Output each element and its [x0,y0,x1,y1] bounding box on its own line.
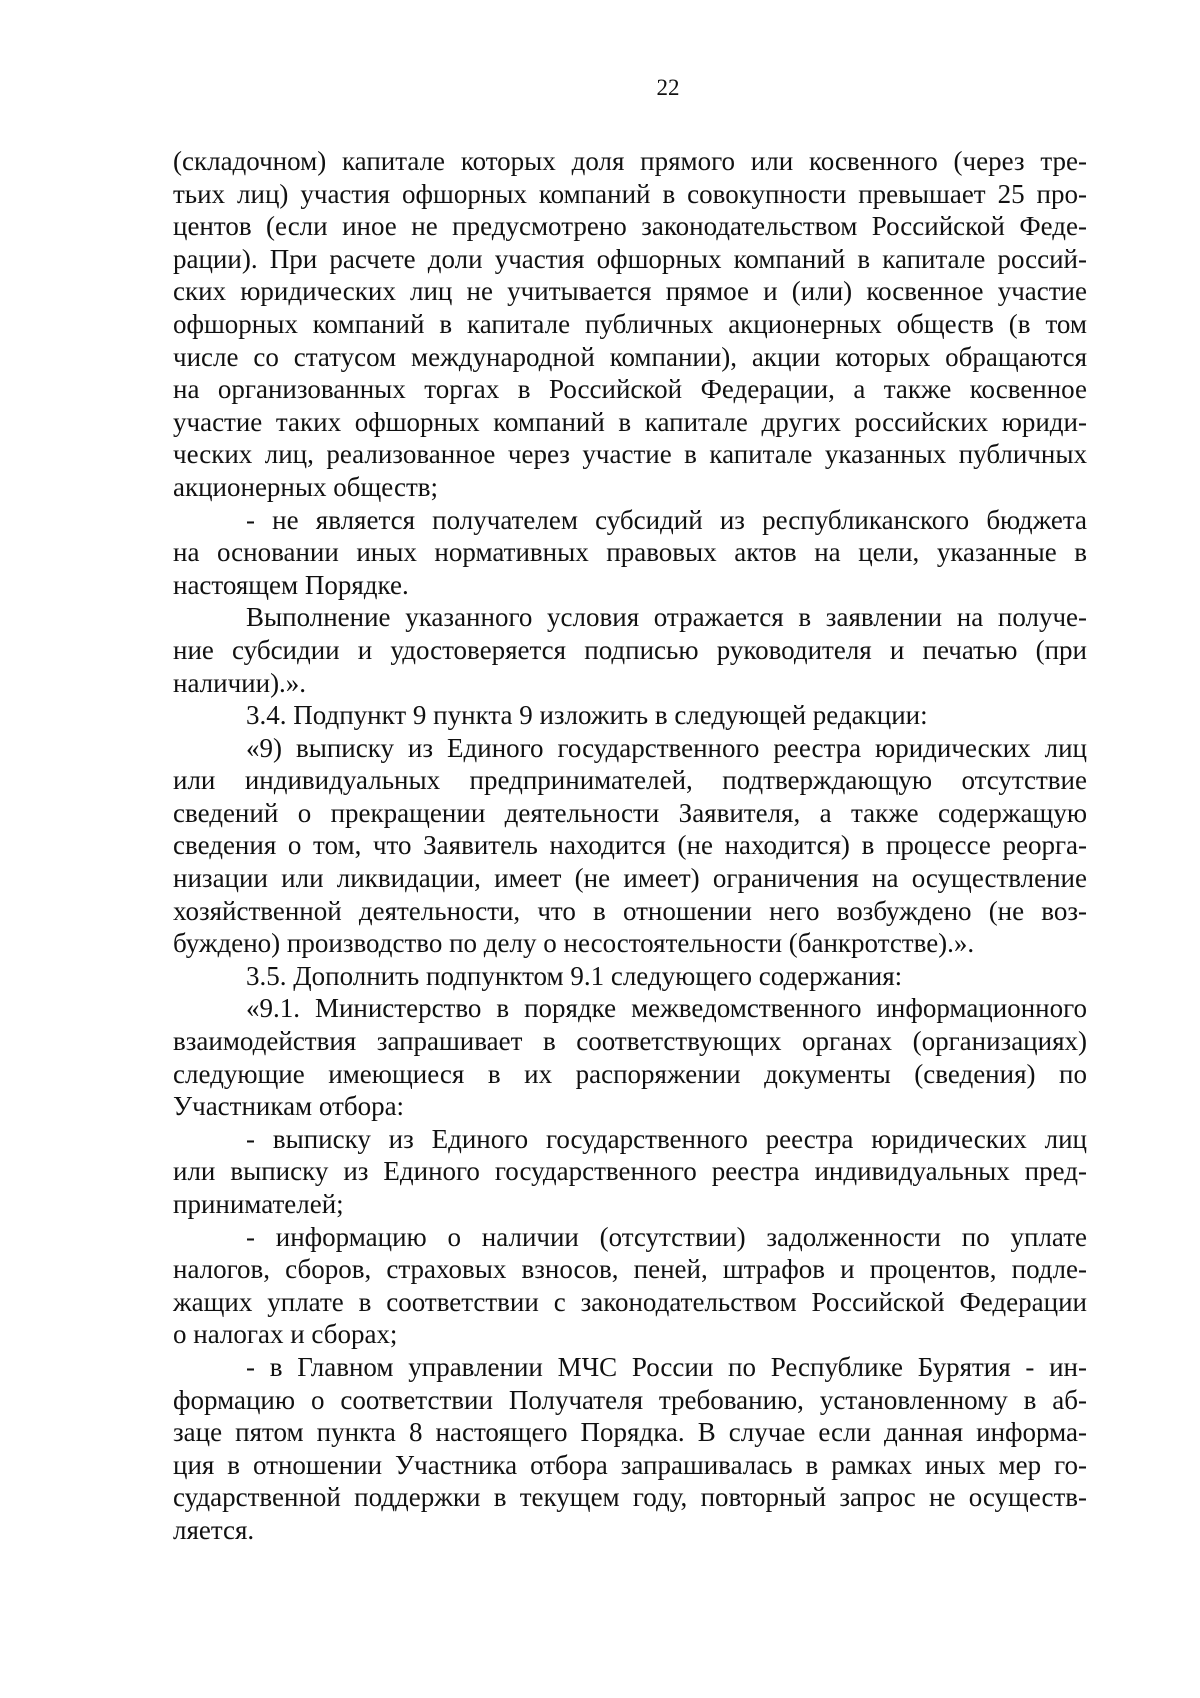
text-line: ция в отношении Участника отбора запрашивалась в рамках иных мер го- [173,1449,1087,1480]
text-line: ние субсидии и удостоверяется подписью руководителя и печатью (при [173,634,1087,665]
text-line: акционерных обществ; [173,471,438,502]
text-line: формацию о соответствии Получателя требованию, установленному в аб- [173,1384,1087,1415]
text-line: взаимодействия запрашивает в соответствующих органах (организациях) [173,1026,1087,1057]
text-line: низации или ликвидации, имеет (не имеет) ограничения на осуществление [173,863,1087,894]
text-line: 3.5. Дополнить подпунктом 9.1 следующего содержания: [246,960,903,991]
text-line: сударственной поддержки в текущем году, повторный запрос не осуществ- [173,1482,1087,1513]
text-line: Участникам отбора: [173,1091,405,1122]
text-line: на основании иных нормативных правовых актов на цели, указанные в [173,537,1087,568]
text-line: (складочном) капитале которых доля прямого или косвенного (через тре- [173,146,1087,176]
text-line: следующие имеющиеся в их распоряжении документы (сведения) по [173,1058,1087,1089]
text-line: ских юридических лиц не учитывается прямое и (или) косвенное участие [173,276,1087,307]
text-line: сведений о прекращении деятельности Заявителя, а также содержащую [173,797,1087,828]
document-body [173,145,1087,1547]
text-line: - выписку из Единого государственного реестра юридических лиц [246,1123,1087,1154]
text-line: центов (если иное не предусмотрено законодательством Российской Феде- [173,211,1087,242]
text-line: - в Главном управлении МЧС России по Республике Бурятия - ин- [246,1351,1087,1382]
text-line: хозяйственной деятельности, что в отношении него возбуждено (не воз- [173,895,1087,926]
text-line: наличии).». [173,667,307,698]
text-line: сведения о том, что Заявитель находится (не находится) в процессе реорга- [173,830,1087,861]
text-line: жащих уплате в соответствии с законодательством Российской Федерации [173,1286,1087,1317]
text-line: Выполнение указанного условия отражается в заявлении на получе- [246,602,1087,633]
text-line: о налогах и сборах; [173,1319,398,1350]
text-line: настоящем Порядке. [173,569,409,600]
text-line: числе со статусом международной компании), акции которых обращаются [173,341,1087,372]
text-line: или выписку из Единого государственного реестра индивидуальных пред- [173,1156,1087,1187]
text-line: «9.1. Министерство в порядке межведомственного информационного [246,993,1087,1024]
text-line: офшорных компаний в капитале публичных акционерных обществ (в том [173,308,1087,339]
text-line: тьих лиц) участия офшорных компаний в совокупности превышает 25 про- [173,178,1087,209]
text-line: буждено) производство по делу о несостоятельности (банкротстве).». [173,928,975,959]
text-line: - информацию о наличии (отсутствии) задолженности по уплате [246,1221,1087,1252]
text-line: ляется. [173,1514,255,1545]
text-line: - не является получателем субсидий из республиканского бюджета [246,504,1087,535]
text-line: «9) выписку из Единого государственного реестра юридических лиц [246,732,1087,763]
text-line: ческих лиц, реализованное через участие в капитале указанных публичных [173,439,1087,470]
text-line: рации). При расчете доли участия офшорных компаний в капитале россий- [173,243,1087,274]
text-line: принимателей; [173,1189,344,1219]
text-line: на организованных торгах в Российской Федерации, а также косвенное [173,374,1087,405]
text-line: 3.4. Подпункт 9 пункта 9 изложить в следующей редакции: [246,700,928,731]
text-line: или индивидуальных предпринимателей, подтверждающую отсутствие [173,765,1087,796]
text-line: участие таких офшорных компаний в капитале других российских юриди- [173,406,1087,437]
text-line: налогов, сборов, страховых взносов, пеней, штрафов и процентов, подле- [173,1254,1087,1285]
page-number: 22 [656,75,680,100]
text-line: заце пятом пункта 8 настоящего Порядка. В случае если данная информа- [173,1417,1087,1448]
